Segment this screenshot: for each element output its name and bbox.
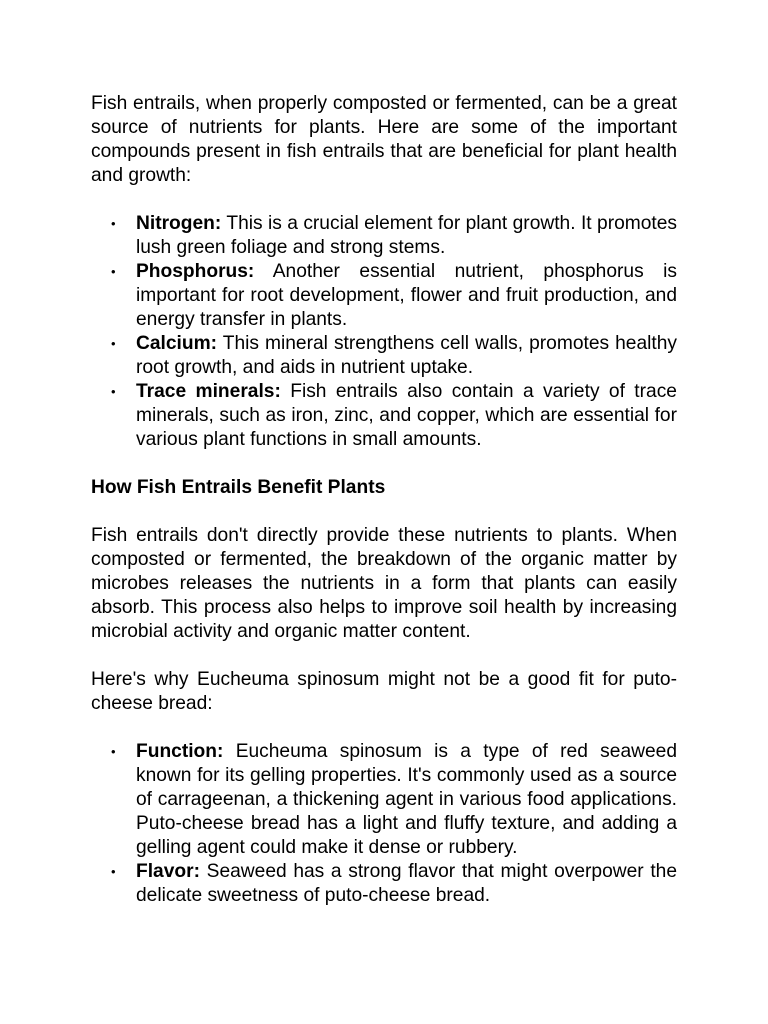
- list-item-term: Phosphorus:: [136, 261, 255, 282]
- list-item: [111, 860, 677, 908]
- section-heading: How Fish Entrails Benefit Plants: [91, 477, 386, 498]
- bullet-icon: •: [111, 216, 116, 231]
- list-item-text: This mineral strengthens cell walls, promotes healthy root growth, and aids in nutrient uptake.: [136, 333, 677, 378]
- list-item-text: This is a crucial element for plant growth. It promotes lush green foliage and strong stems.: [136, 213, 678, 258]
- document-page: [91, 92, 677, 932]
- bullet-icon: •: [111, 864, 116, 879]
- list-item-text: Eucheuma spinosum is a type of red seaweed known for its gelling properties. It's commonly used as a source of carrageenan, a thickening agent in various food applications. Puto-cheese bread has a light and fluffy texture, and adding a gelling agent could make it dense or rubbery.: [136, 741, 677, 858]
- list-item-text: Seaweed has a strong flavor that might overpower the delicate sweetness of puto-cheese bread.: [136, 861, 677, 906]
- seaweed-intro-paragraph: Here's why Eucheuma spinosum might not be a good fit for puto-cheese bread:: [91, 669, 677, 714]
- list-item-term: Trace minerals:: [136, 381, 281, 402]
- bullet-icon: •: [111, 264, 116, 279]
- list-item-term: Nitrogen:: [136, 213, 222, 234]
- list-item-text: Fish entrails also contain a variety of trace minerals, such as iron, zinc, and copper, which are essential for various plant functions in small amounts.: [136, 381, 677, 450]
- bullet-icon: •: [111, 336, 116, 351]
- bullet-icon: •: [111, 384, 116, 399]
- compounds-list: [91, 212, 677, 452]
- list-item: [111, 332, 677, 380]
- list-item: [111, 740, 677, 860]
- benefit-paragraph: Fish entrails don't directly provide these nutrients to plants. When composted or fermented, the breakdown of the organic matter by microbes releases the nutrients in a form that plants can easily absorb. This process also helps to improve soil health by increasing microbial activity and organic matter content.: [91, 525, 677, 642]
- list-item: [111, 212, 678, 260]
- list-item: [111, 260, 677, 332]
- list-item-term: Calcium:: [136, 333, 218, 354]
- list-item: [111, 380, 677, 452]
- intro-paragraph: Fish entrails, when properly composted or fermented, can be a great source of nutrients for plants. Here are some of the important compounds present in fish entrails that are beneficial for plant health and growth:: [91, 93, 677, 186]
- reasons-list: [91, 740, 677, 908]
- list-item-term: Function:: [136, 741, 224, 762]
- list-item-term: Flavor:: [136, 861, 200, 882]
- bullet-icon: •: [111, 744, 116, 759]
- list-item-text: Another essential nutrient, phosphorus is important for root development, flower and fruit production, and energy transfer in plants.: [136, 261, 677, 330]
